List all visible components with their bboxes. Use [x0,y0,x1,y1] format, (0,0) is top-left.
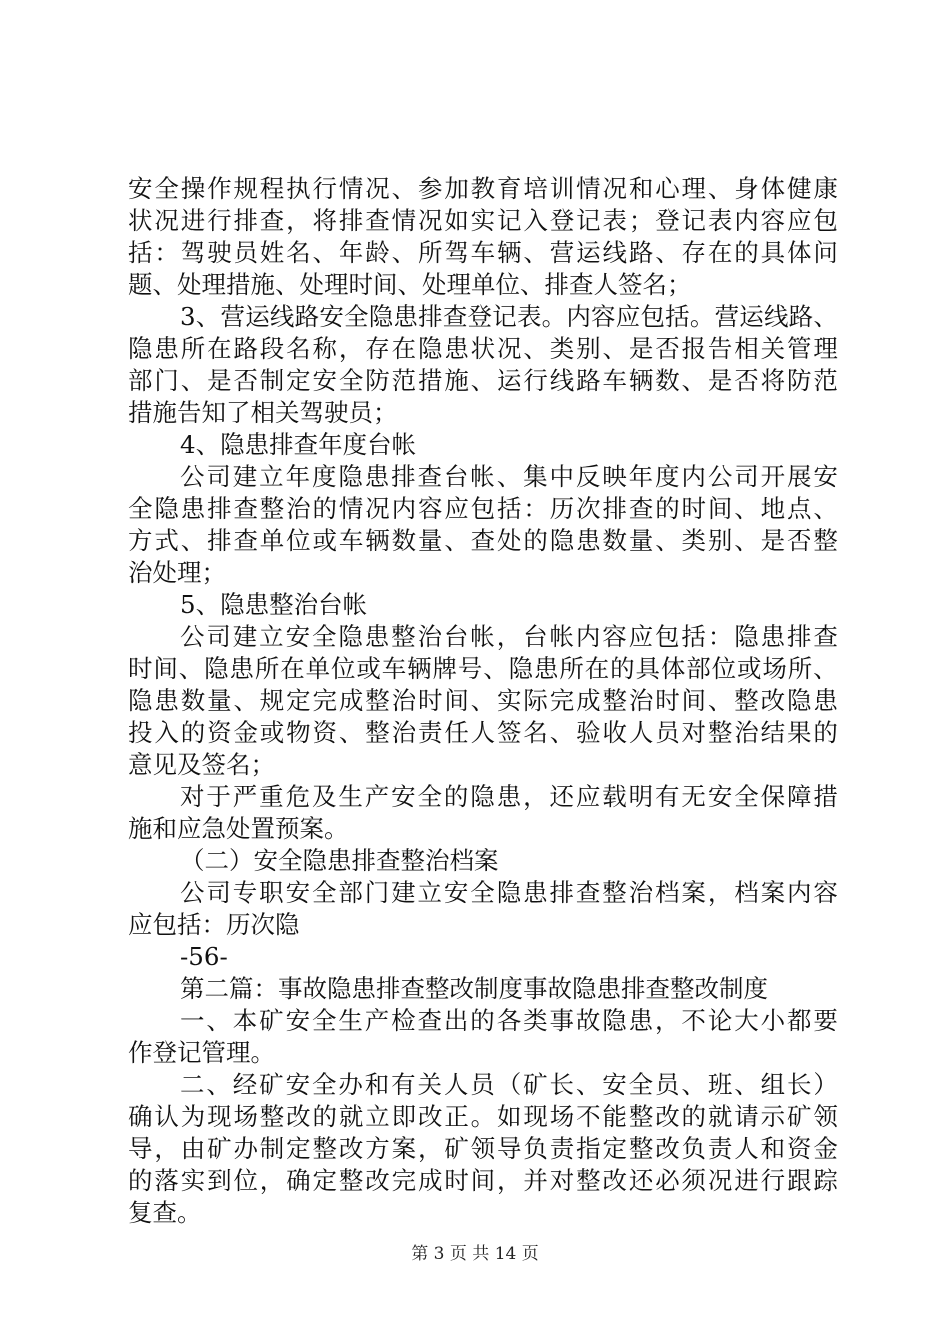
body-line: 投 入 的 资 金 或 物 资 、 整 治 责 任 人 签 名 、 验 收 人 员 对 整 治 结 果 的 [128,718,838,747]
body-line: 时 间 、 隐 患 所 在 单 位 或 车 辆 牌 号 、 隐 患 所 在 的 具 体 部 位 或 场 所 、 [128,654,838,683]
page-footer: 第 3 页 共 14 页 [411,1244,539,1264]
body-line: 状 况 进 行 排 查 ， 将 排 查 情 况 如 实 记 入 登 记 表 ； 登 记 表 内 容 应 包 [128,206,838,235]
page-marker: -56- [180,942,228,971]
body-line: 措施告知了相关驾驶员； [128,398,398,427]
section-heading: （二）安全隐患排查整治档案 [180,846,499,875]
body-line: 导 ， 由 矿 办 制 定 整 改 方 案 ， 矿 领 导 负 责 指 定 整 改 负 责 人 和 资 金 [128,1134,838,1163]
body-line: 二 、 经 矿 安 全 办 和 有 关 人 员 （ 矿 长 、 安 全 员 、 班 、 组 长 ） [180,1070,838,1099]
body-line: 题、处理措施、处理时间、处理单位、排查人签名； [128,270,692,299]
body-line: 公 司 专 职 安 全 部 门 建 立 安 全 隐 患 排 查 整 治 档 案 ， 档 案 内 容 [180,878,838,907]
body-line: 应包括：历次隐 [128,910,300,939]
body-line: 全 隐 患 排 查 整 治 的 情 况 内 容 应 包 括 ： 历 次 排 查 的 时 间 、 地 点 、 [128,494,838,523]
body-line: 对 于 严 重 危 及 生 产 安 全 的 隐 患 ， 还 应 载 明 有 无 安 全 保 障 措 [180,782,838,811]
body-line: 括 ： 驾 驶 员 姓 名 、 年 龄 、 所 驾 车 辆 、 营 运 线 路 、 存 在 的 具 体 问 [128,238,838,267]
body-line: 部 门 、 是 否 制 定 安 全 防 范 措 施 、 运 行 线 路 车 辆 数 、 是 否 将 防 范 [128,366,838,395]
chapter-title: 第二篇：事故隐患排查整改制度事故隐患排查整改制度 [180,974,768,1003]
body-line: 一 、 本 矿 安 全 生 产 检 查 出 的 各 类 事 故 隐 患 ， 不 论 大 小 都 要 [180,1006,838,1035]
body-line: 公 司 建 立 安 全 隐 患 整 治 台 帐 ， 台 帐 内 容 应 包 括 ： 隐 患 排 查 [180,622,838,651]
body-line: 施和应急处置预案。 [128,814,349,843]
body-line: 的 落 实 到 位 ， 确 定 整 改 完 成 时 间 ， 并 对 整 改 还 必 须 况 进 行 跟 踪 [128,1166,838,1195]
body-line: 方 式 、 排 查 单 位 或 车 辆 数 量 、 查 处 的 隐 患 数 量 、 类 别 、 是 否 整 [128,526,838,555]
document-body [128,173,838,1229]
body-line: 隐 患 数 量 、 规 定 完 成 整 治 时 间 、 实 际 完 成 整 治 时 间 、 整 改 隐 患 [128,686,838,715]
body-line: 治处理； [128,558,226,587]
body-line: 确 认 为 现 场 整 改 的 就 立 即 改 正 。 如 现 场 不 能 整 改 的 就 请 示 矿 领 [128,1102,838,1131]
body-line: 作登记管理。 [128,1038,275,1067]
body-line: 意见及签名； [128,750,275,779]
section-heading: 5、隐患整治台帐 [180,590,368,619]
body-line: 公 司 建 立 年 度 隐 患 排 查 台 帐 、 集 中 反 映 年 度 内 公 司 开 展 安 [180,462,838,491]
section-heading: 4、隐患排查年度台帐 [180,430,417,459]
body-line: 复查。 [128,1198,202,1227]
body-line: 3 、 营 运 线 路 安 全 隐 患 排 查 登 记 表 。 内 容 应 包 括 。 营 运 线 路 、 [180,302,838,331]
body-line: 安 全 操 作 规 程 执 行 情 况 、 参 加 教 育 培 训 情 况 和 心 理 、 身 体 健 康 [128,174,838,203]
body-line: 隐 患 所 在 路 段 名 称 ， 存 在 隐 患 状 况 、 类 别 、 是 否 报 告 相 关 管 理 [128,334,838,363]
